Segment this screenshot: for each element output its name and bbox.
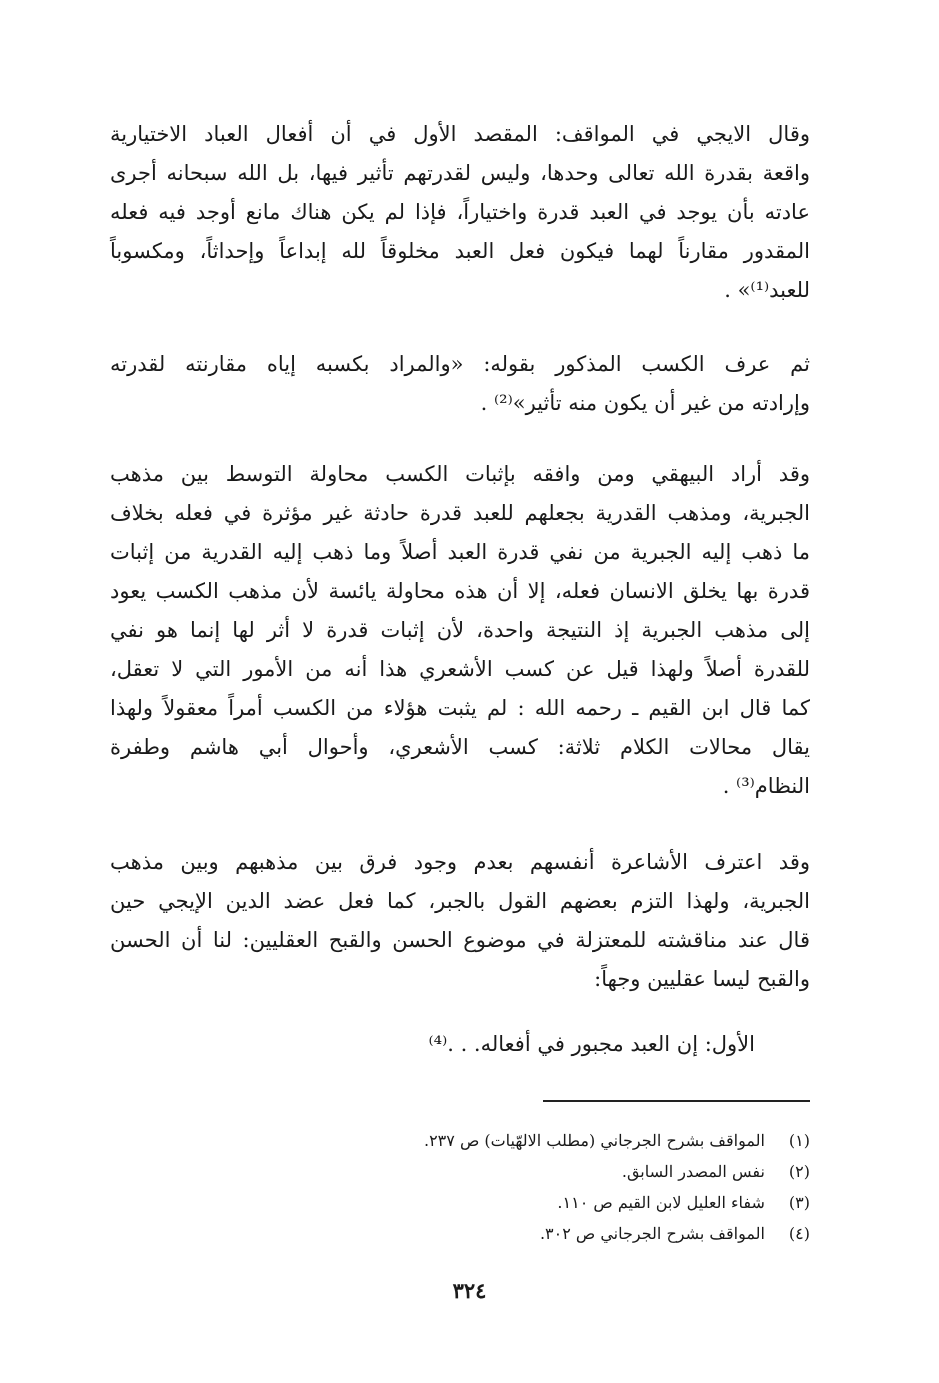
text-line: الجبرية، ومذهب القدرية بجعلهم للعبد قدرة حادثة غير مؤثرة في فعله بخلاف: [110, 501, 810, 525]
footnote-text: المواقف بشرح الجرجاني ص ٣٠٢.: [539, 1224, 765, 1243]
paragraph-5: [110, 1025, 755, 1064]
footnote-number: (٣): [788, 1193, 810, 1212]
paragraph-3: [110, 455, 810, 806]
footnote-item: [110, 1156, 810, 1187]
text-line: النظام⁽³⁾ .: [722, 774, 810, 798]
text-line: والقبح ليسا عقليين وجهاً:: [594, 967, 810, 991]
text-line: واقعة بقدرة الله تعالى وحدها، وليس لقدرتهم تأثير فيها، بل الله سبحانه أجرى: [110, 161, 810, 185]
footnote-text: نفس المصدر السابق.: [621, 1162, 765, 1181]
footnote-separator: [543, 1100, 810, 1102]
text-line: قدرة بها يخلق الانسان فعله، إلا أن هذه محاولة يائسة لأن مذهب الكسب يعود: [110, 579, 810, 603]
text-line: للعبد⁽¹⁾» .: [724, 278, 810, 302]
text-line: وقال الايجي في المواقف: المقصد الأول في أن أفعال العباد الاختيارية: [110, 122, 810, 146]
footnote-text: المواقف بشرح الجرجاني (مطلب الالهّيات) ص ٢٣٧.: [423, 1131, 765, 1150]
footnote-item: [110, 1218, 810, 1249]
footnote-item: [110, 1187, 810, 1218]
text-line: يقال محالات الكلام ثلاثة: كسب الأشعري، وأحوال أبي هاشم وطفرة: [110, 735, 810, 759]
text-line: الأول: إن العبد مجبور في أفعاله. . .⁽⁴⁾: [428, 1032, 755, 1056]
text-line: إلى مذهب الجبرية إذ النتيجة واحدة، لأن إثبات قدرة لا أثر لها إنما هو نفي: [110, 618, 810, 642]
text-line: عادته بأن يوجد في العبد قدرة واختياراً، فإذا لم يكن هناك مانع أوجد فيه فعله: [110, 200, 810, 224]
footnote-text: شفاء العليل لابن القيم ص ١١٠.: [557, 1193, 765, 1212]
paragraph-1: [110, 115, 810, 310]
text-line: المقدور مقارناً لهما فيكون فعل العبد مخلوقاً لله إبداعاً وإحداثاً، ومكسوباً: [110, 239, 810, 263]
footnote-number: (١): [788, 1131, 810, 1150]
footnote-item: [110, 1125, 810, 1156]
paragraph-4: [110, 843, 810, 999]
text-line: قال عند مناقشته للمعتزلة في موضوع الحسن والقبح العقليين: لنا أن الحسن: [110, 928, 810, 952]
text-line: الجبرية، ولهذا التزم بعضهم القول بالجبر، كما فعل عضد الدين الإيجي حين: [110, 889, 810, 913]
text-line: كما قال ابن القيم ـ رحمه الله : لم يثبت هؤلاء من الكسب أمراً معقولاً ولهذا: [110, 696, 810, 720]
paragraph-2: [110, 345, 810, 423]
footnotes-list: [110, 1125, 810, 1249]
page-number: ٣٢٤: [452, 1278, 487, 1303]
footnote-number: (٤): [788, 1224, 810, 1243]
text-line: ما ذهب إليه الجبرية من نفي قدرة العبد أصلاً وما ذهب إليه القدرية من إثبات: [110, 540, 810, 564]
text-line: ثم عرف الكسب المذكور بقوله: «والمراد بكسبه إياه مقارنته لقدرته: [110, 352, 810, 376]
footnote-number: (٢): [788, 1162, 810, 1181]
text-line: للقدرة أصلاً ولهذا قيل عن كسب الأشعري هذا أنه من الأمور التي لا تعقل،: [110, 657, 810, 681]
text-line: وقد أراد البيهقي ومن وافقه بإثبات الكسب محاولة التوسط بين مذهب: [110, 462, 810, 486]
text-line: وقد اعترف الأشاعرة أنفسهم بعدم وجود فرق بين مذهبهم وبين مذهب: [110, 850, 810, 874]
text-line: وإرادته من غير أن يكون منه تأثير»⁽²⁾ .: [480, 391, 810, 415]
